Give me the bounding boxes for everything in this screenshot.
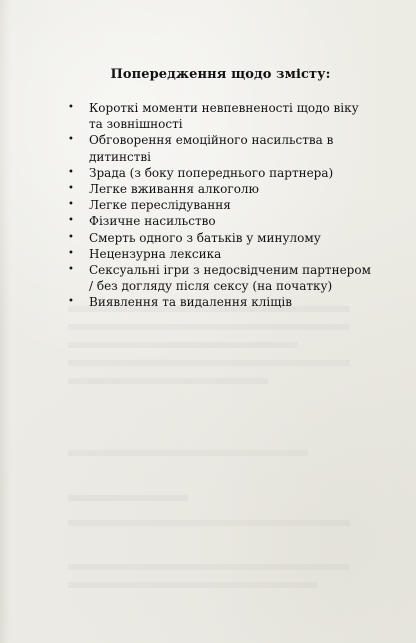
list-item-text: Обговорення емоційного насильства в дитинстві	[89, 133, 334, 164]
bullet-icon: •	[68, 247, 74, 259]
bullet-icon: •	[68, 199, 74, 211]
list-item	[68, 100, 373, 132]
show-through-line	[68, 360, 350, 366]
bullet-icon: •	[68, 134, 74, 146]
list-item	[68, 165, 373, 181]
bullet-icon: •	[68, 264, 74, 276]
list-item-text: Легке переслідування	[89, 198, 231, 213]
show-through-line	[68, 520, 350, 526]
show-through-line	[68, 378, 268, 384]
content-warnings-section	[68, 66, 373, 311]
list-item-text: Легке вживання алкоголю	[89, 182, 259, 197]
bullet-icon: •	[68, 231, 74, 243]
list-item	[68, 132, 373, 164]
list-item-text: Сексуальні ігри з недосвідченим партнером / без догляду після сексу (на початку)	[89, 263, 371, 294]
bullet-icon: •	[68, 215, 74, 227]
bullet-icon: •	[68, 183, 74, 195]
page-title: Попередження щодо змісту:	[110, 67, 331, 82]
list-item	[68, 294, 373, 310]
bullet-icon: •	[68, 166, 74, 178]
bullet-icon: •	[68, 296, 74, 308]
show-through-line	[68, 342, 298, 348]
bullet-icon: •	[68, 102, 74, 113]
show-through-line	[68, 324, 350, 330]
show-through-line	[68, 582, 318, 588]
list-item	[68, 181, 373, 197]
list-item-text: Фізичне насильство	[89, 214, 216, 229]
show-through-line	[68, 564, 350, 570]
list-item-text: Нецензурна лексика	[89, 246, 222, 261]
list-item-text: Короткі моменти невпевненості щодо віку та зовнішності	[89, 101, 359, 132]
list-item	[68, 213, 373, 229]
list-item-text: Смерть одного з батьків у минулому	[89, 230, 321, 245]
show-through-line	[68, 495, 188, 501]
list-item	[68, 246, 373, 262]
show-through-line	[68, 450, 308, 456]
list-item	[68, 262, 373, 294]
list-item	[68, 230, 373, 246]
warnings-list	[68, 100, 373, 311]
list-item	[68, 197, 373, 213]
list-item-text: Виявлення та видалення кліщів	[89, 295, 292, 310]
list-item-text: Зрада (з боку попереднього партнера)	[89, 165, 334, 180]
